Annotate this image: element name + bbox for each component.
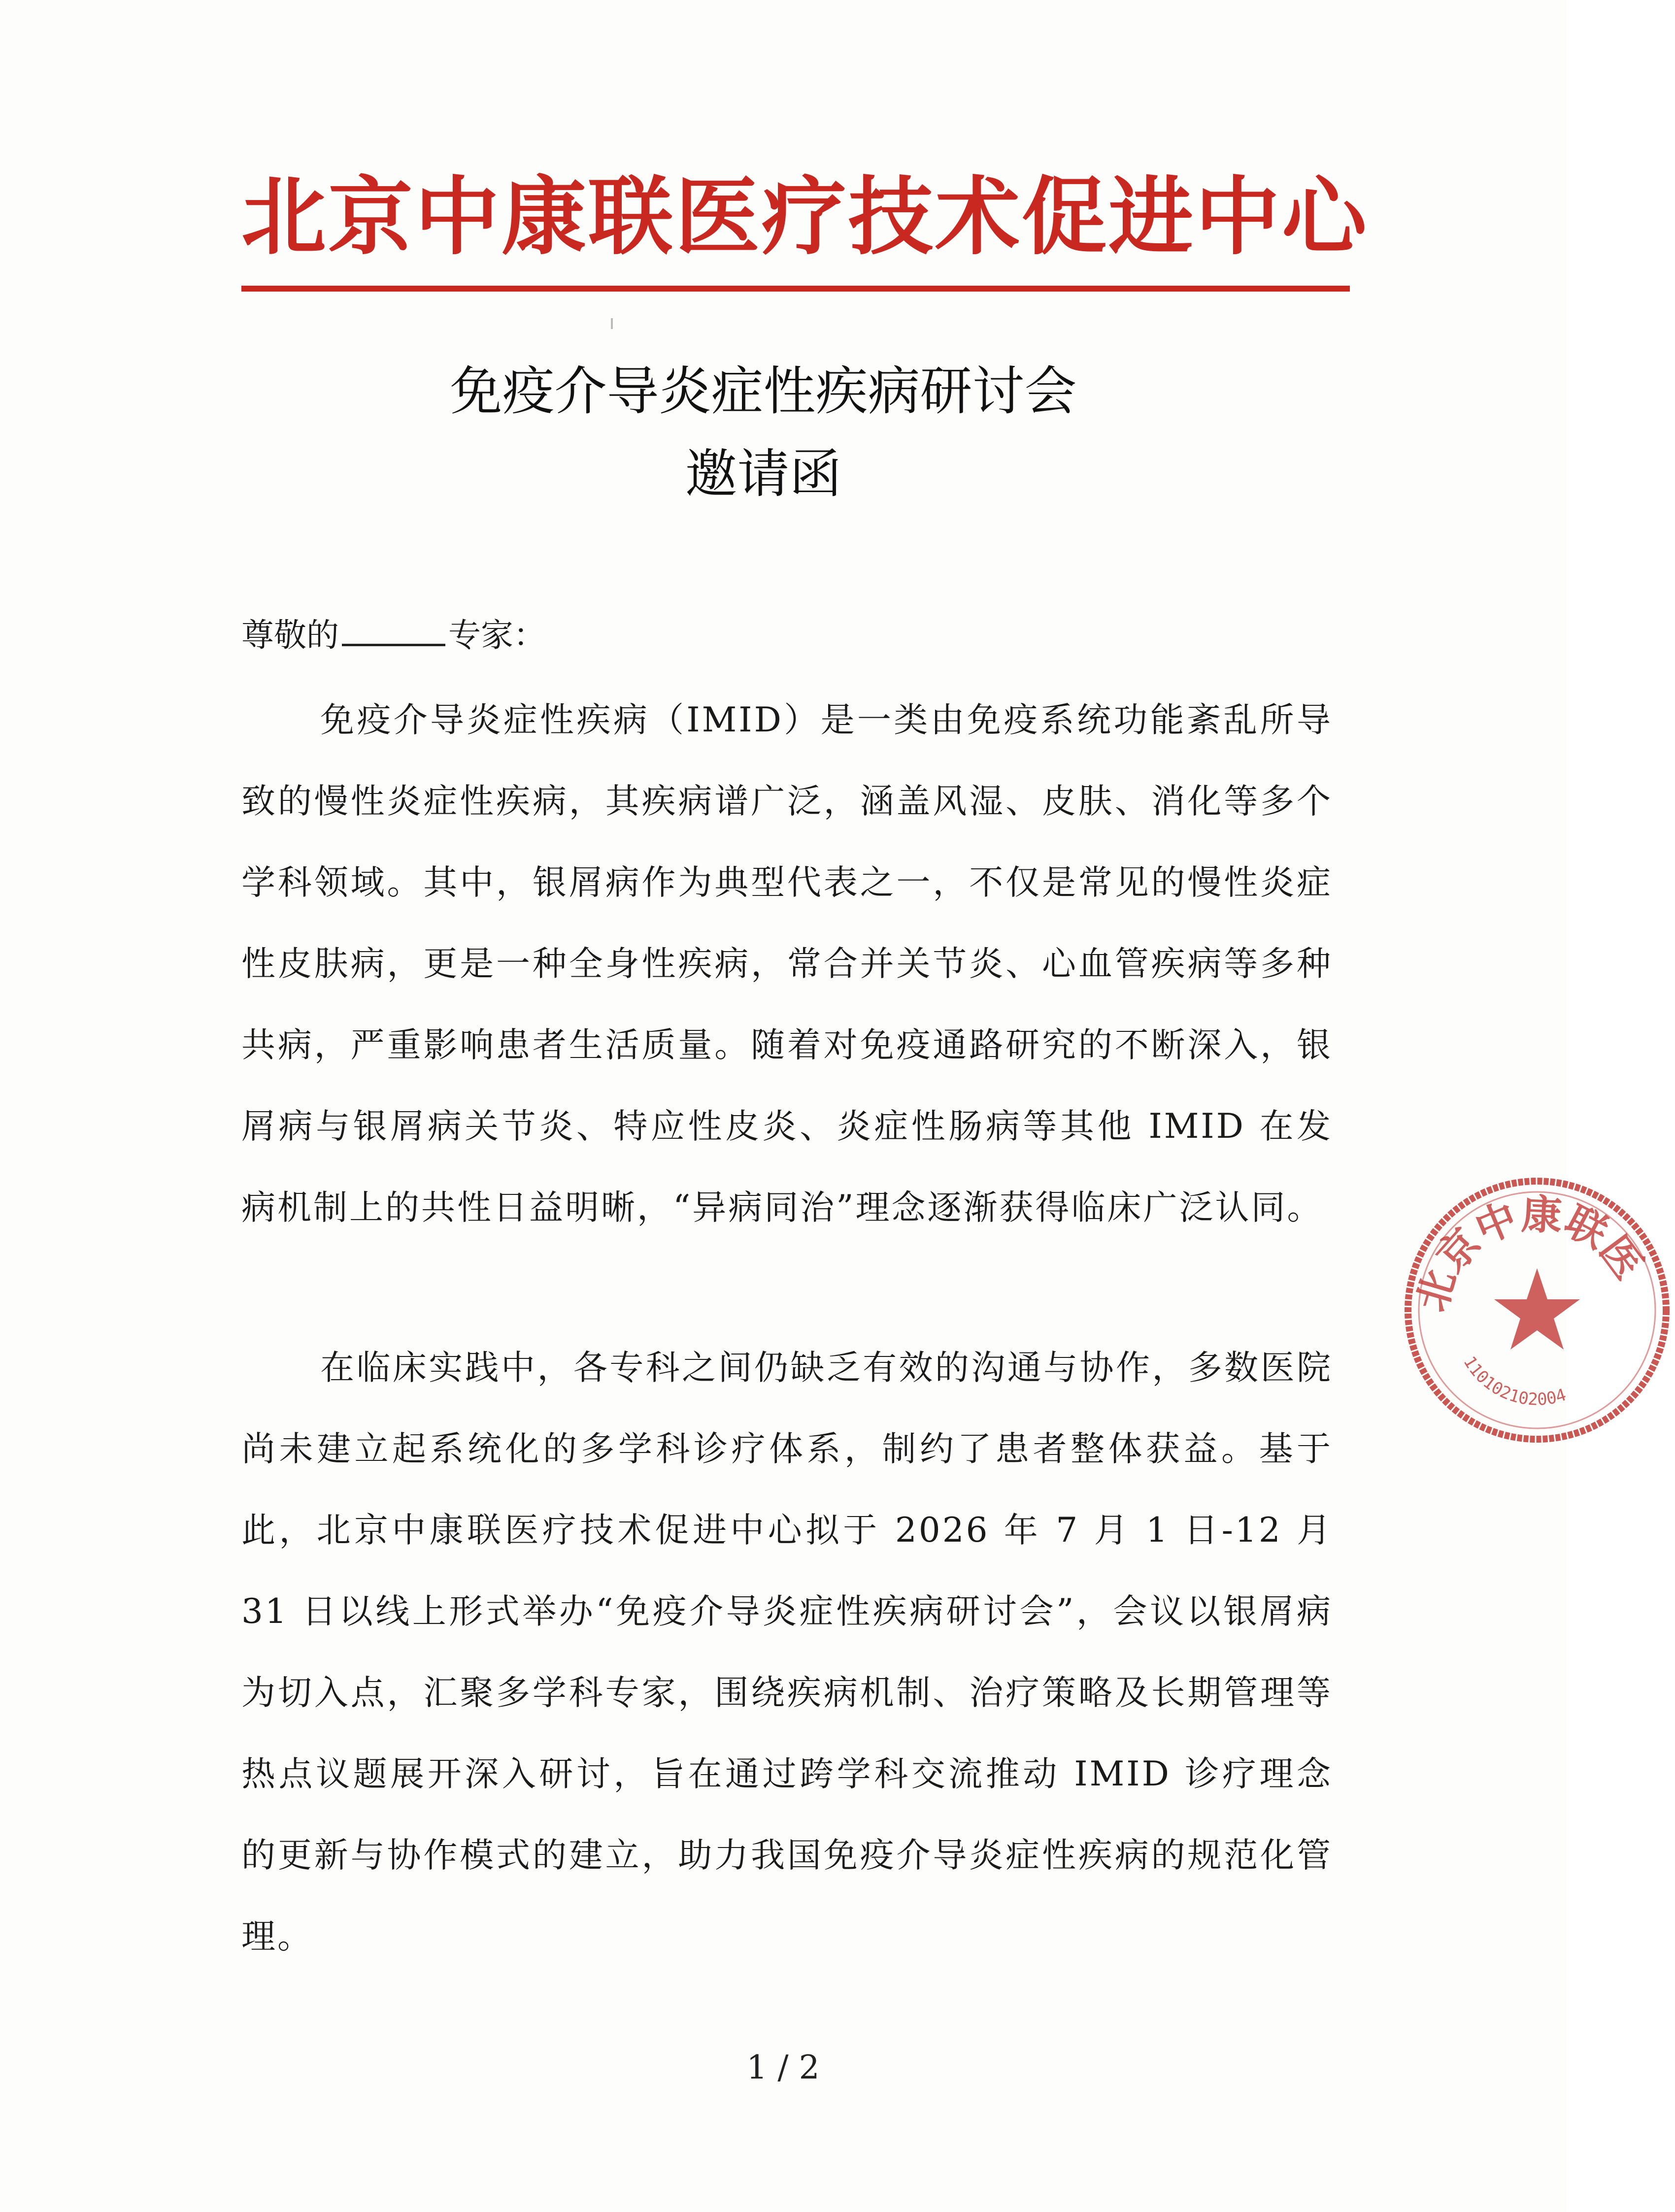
official-seal: [1399, 1172, 1675, 1448]
body-paragraph-1: 免疫介导炎症性疾病（IMID）是一类由免疫系统功能紊乱所导致的慢性炎症性疾病，其疾病谱广泛，涵盖风湿、皮肤、消化等多个学科领域。其中，银屑病作为典型代表之一，不仅是常见的慢性炎症性皮肤病，更是一种全身性疾病，常合并关节炎、心血管疾病等多种共病，严重影响患者生活质量。随着对免疫通路研究的不断深入，银屑病与银屑病关节炎、特应性皮炎、炎症性肠病等其他 IMID 在发病机制上的共性日益明晰，“异病同治”理念逐渐获得临床广泛认同。: [241, 700, 1333, 1227]
letterhead-rule: [241, 286, 1350, 292]
document-subtitle: 邀请函: [685, 444, 842, 504]
name-blank-line: [342, 614, 445, 646]
salutation: [241, 608, 546, 662]
body-paragraph-2: 在临床实践中，各专科之间仍缺乏有效的沟通与协作，多数医院尚未建立起系统化的多学科诊疗体系，制约了患者整体获益。基于此，北京中康联医疗技术促进中心拟于 2026 年 7 月 1 日-12 月 31 日以线上形式举办“免疫介导炎症性疾病研讨会”，会议以银屑病为切入点，汇聚多学科专家，围绕疾病机制、治疗策略及长期管理等热点议题展开深入研讨，旨在通过跨学科交流推动 IMID 诊疗理念的更新与协作模式的建立，助力我国免疫介导炎症性疾病的规范化管理。: [241, 1348, 1333, 1956]
seal-code: 110102102004: [1459, 1353, 1569, 1410]
letterhead-title: 北京中康联医疗技术促进中心: [241, 166, 1369, 266]
salutation-suffix: 专家：: [448, 616, 546, 654]
page-number: 1 / 2: [746, 2048, 820, 2086]
salutation-prefix: 尊敬的: [241, 616, 339, 654]
seal-star-icon: [1494, 1268, 1580, 1350]
seal-text: 北京中康联医: [1407, 1190, 1652, 1317]
document-title: 免疫介导炎症性疾病研讨会: [450, 361, 1077, 422]
scan-mark: [611, 318, 613, 329]
